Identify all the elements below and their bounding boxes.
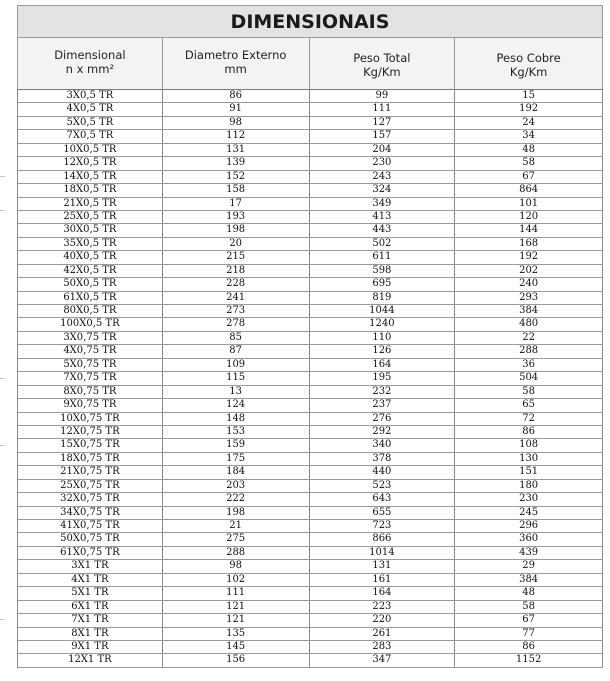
cell-peso-total: 157 (310, 130, 456, 142)
cell-diametro: 203 (163, 480, 310, 492)
table-row (18, 533, 603, 546)
cell-peso-total: 283 (310, 641, 456, 653)
cell-peso-cobre: 65 (455, 399, 603, 411)
table-row (18, 399, 603, 412)
cell-diametro: 222 (163, 493, 310, 505)
cell-dimensional: 14X0,5 TR (18, 171, 163, 183)
cell-peso-total: 378 (310, 453, 456, 465)
cell-peso-cobre: 15 (455, 90, 603, 102)
cell-diametro: 85 (163, 332, 310, 344)
cell-diametro: 20 (163, 238, 310, 250)
cell-peso-total: 347 (310, 654, 456, 666)
cell-peso-cobre: 58 (455, 601, 603, 613)
cell-diametro: 124 (163, 399, 310, 411)
cell-peso-cobre: 58 (455, 157, 603, 169)
table-row (18, 372, 603, 385)
cell-diametro: 121 (163, 614, 310, 626)
cell-diametro: 17 (163, 198, 310, 210)
cell-dimensional: 9X1 TR (18, 641, 163, 653)
cell-peso-total: 237 (310, 399, 456, 411)
table-row (18, 130, 603, 143)
edge-mark (0, 378, 5, 379)
cell-peso-total: 127 (310, 117, 456, 129)
table-row (18, 493, 603, 506)
cell-diametro: 198 (163, 224, 310, 236)
table-row (18, 305, 603, 318)
cell-diametro: 241 (163, 292, 310, 304)
cell-dimensional: 5X0,75 TR (18, 359, 163, 371)
cell-dimensional: 50X0,75 TR (18, 533, 163, 545)
cell-dimensional: 4X0,5 TR (18, 103, 163, 115)
cell-peso-total: 223 (310, 601, 456, 613)
cell-peso-cobre: 130 (455, 453, 603, 465)
cell-peso-total: 195 (310, 372, 456, 384)
cell-diametro: 131 (163, 144, 310, 156)
cell-peso-cobre: 29 (455, 560, 603, 572)
cell-dimensional: 7X0,5 TR (18, 130, 163, 142)
cell-diametro: 152 (163, 171, 310, 183)
table-row (18, 278, 603, 291)
cell-dimensional: 30X0,5 TR (18, 224, 163, 236)
cell-peso-cobre: 384 (455, 305, 603, 317)
cell-dimensional: 12X1 TR (18, 654, 163, 666)
header-diametro-externo: Diametro Externo mm (163, 38, 310, 89)
cell-diametro: 98 (163, 560, 310, 572)
cell-diametro: 218 (163, 265, 310, 277)
table-row (18, 211, 603, 224)
cell-peso-cobre: 1152 (455, 654, 603, 666)
cell-peso-total: 655 (310, 507, 456, 519)
cell-diametro: 153 (163, 426, 310, 438)
table-row (18, 198, 603, 211)
cell-peso-cobre: 77 (455, 628, 603, 640)
cell-peso-total: 1014 (310, 547, 456, 559)
cell-peso-total: 340 (310, 439, 456, 451)
cell-diametro: 87 (163, 345, 310, 357)
cell-dimensional: 3X0,75 TR (18, 332, 163, 344)
cell-dimensional: 100X0,5 TR (18, 318, 163, 330)
cell-diametro: 102 (163, 574, 310, 586)
cell-peso-cobre: 439 (455, 547, 603, 559)
table-row (18, 345, 603, 358)
cell-peso-total: 819 (310, 292, 456, 304)
edge-mark (0, 619, 5, 620)
cell-diametro: 275 (163, 533, 310, 545)
cell-peso-cobre: 296 (455, 520, 603, 532)
cell-peso-cobre: 168 (455, 238, 603, 250)
cell-peso-cobre: 504 (455, 372, 603, 384)
table-header-row (17, 38, 603, 90)
table-row (18, 574, 603, 587)
cell-peso-cobre: 202 (455, 265, 603, 277)
cell-dimensional: 61X0,5 TR (18, 292, 163, 304)
table-row (18, 628, 603, 641)
cell-diametro: 158 (163, 184, 310, 196)
table-row (18, 547, 603, 560)
cell-diametro: 112 (163, 130, 310, 142)
cell-peso-total: 523 (310, 480, 456, 492)
cell-diametro: 159 (163, 439, 310, 451)
cell-dimensional: 42X0,5 TR (18, 265, 163, 277)
cell-peso-cobre: 24 (455, 117, 603, 129)
cell-peso-cobre: 36 (455, 359, 603, 371)
table-body (17, 90, 603, 668)
cell-peso-cobre: 192 (455, 251, 603, 263)
cell-peso-total: 349 (310, 198, 456, 210)
table-row (18, 654, 603, 667)
table-row (18, 641, 603, 654)
cell-dimensional: 25X0,5 TR (18, 211, 163, 223)
cell-dimensional: 18X0,75 TR (18, 453, 163, 465)
cell-diametro: 193 (163, 211, 310, 223)
edge-mark (0, 210, 5, 211)
cell-peso-cobre: 480 (455, 318, 603, 330)
cell-diametro: 98 (163, 117, 310, 129)
cell-dimensional: 61X0,75 TR (18, 547, 163, 559)
table-row (18, 265, 603, 278)
cell-dimensional: 8X0,75 TR (18, 386, 163, 398)
cell-dimensional: 3X1 TR (18, 560, 163, 572)
cell-peso-cobre: 67 (455, 614, 603, 626)
edge-mark (0, 445, 5, 446)
cell-peso-total: 292 (310, 426, 456, 438)
table-row (18, 238, 603, 251)
cell-diametro: 175 (163, 453, 310, 465)
cell-dimensional: 7X0,75 TR (18, 372, 163, 384)
table-row (18, 560, 603, 573)
header-peso-cobre: Peso Cobre Kg/Km (455, 38, 603, 89)
cell-dimensional: 50X0,5 TR (18, 278, 163, 290)
cell-dimensional: 15X0,75 TR (18, 439, 163, 451)
cell-dimensional: 35X0,5 TR (18, 238, 163, 250)
table-row (18, 587, 603, 600)
cell-peso-total: 324 (310, 184, 456, 196)
cell-peso-cobre: 864 (455, 184, 603, 196)
cell-peso-total: 1044 (310, 305, 456, 317)
cell-peso-total: 230 (310, 157, 456, 169)
table-title: DIMENSIONAIS (17, 5, 603, 38)
cell-peso-total: 220 (310, 614, 456, 626)
cell-peso-cobre: 48 (455, 587, 603, 599)
cell-peso-total: 440 (310, 466, 456, 478)
table-row (18, 453, 603, 466)
cell-peso-cobre: 86 (455, 426, 603, 438)
cell-diametro: 139 (163, 157, 310, 169)
cell-peso-total: 164 (310, 587, 456, 599)
cell-peso-total: 598 (310, 265, 456, 277)
cell-diametro: 109 (163, 359, 310, 371)
cell-peso-cobre: 72 (455, 413, 603, 425)
cell-diametro: 228 (163, 278, 310, 290)
cell-peso-total: 866 (310, 533, 456, 545)
cell-peso-total: 99 (310, 90, 456, 102)
cell-dimensional: 5X0,5 TR (18, 117, 163, 129)
table-row (18, 480, 603, 493)
cell-peso-total: 502 (310, 238, 456, 250)
cell-peso-total: 413 (310, 211, 456, 223)
cell-peso-cobre: 120 (455, 211, 603, 223)
cell-diametro: 184 (163, 466, 310, 478)
cell-peso-total: 164 (310, 359, 456, 371)
cell-peso-total: 723 (310, 520, 456, 532)
cell-peso-cobre: 151 (455, 466, 603, 478)
cell-peso-cobre: 58 (455, 386, 603, 398)
cell-peso-cobre: 360 (455, 533, 603, 545)
table-row (18, 386, 603, 399)
cell-peso-total: 161 (310, 574, 456, 586)
cell-diametro: 21 (163, 520, 310, 532)
cell-diametro: 288 (163, 547, 310, 559)
cell-dimensional: 7X1 TR (18, 614, 163, 626)
cell-dimensional: 41X0,75 TR (18, 520, 163, 532)
cell-dimensional: 4X0,75 TR (18, 345, 163, 357)
header-dimensional: Dimensional n x mm² (18, 38, 163, 89)
cell-peso-total: 232 (310, 386, 456, 398)
cell-peso-cobre: 86 (455, 641, 603, 653)
cell-peso-total: 261 (310, 628, 456, 640)
cell-peso-total: 643 (310, 493, 456, 505)
cell-dimensional: 12X0,75 TR (18, 426, 163, 438)
cell-diametro: 121 (163, 601, 310, 613)
cell-peso-total: 110 (310, 332, 456, 344)
cell-peso-cobre: 192 (455, 103, 603, 115)
table-row (18, 157, 603, 170)
cell-diametro: 273 (163, 305, 310, 317)
cell-dimensional: 18X0,5 TR (18, 184, 163, 196)
table-row (18, 144, 603, 157)
cell-peso-cobre: 293 (455, 292, 603, 304)
cell-dimensional: 21X0,5 TR (18, 198, 163, 210)
cell-diametro: 13 (163, 386, 310, 398)
table-row (18, 601, 603, 614)
cell-diametro: 111 (163, 587, 310, 599)
cell-dimensional: 3X0,5 TR (18, 90, 163, 102)
table-row (18, 171, 603, 184)
cell-diametro: 148 (163, 413, 310, 425)
cell-peso-total: 111 (310, 103, 456, 115)
cell-dimensional: 5X1 TR (18, 587, 163, 599)
cell-peso-total: 1240 (310, 318, 456, 330)
table-row (18, 292, 603, 305)
cell-diametro: 278 (163, 318, 310, 330)
cell-dimensional: 25X0,75 TR (18, 480, 163, 492)
cell-dimensional: 4X1 TR (18, 574, 163, 586)
cell-dimensional: 80X0,5 TR (18, 305, 163, 317)
table-row (18, 439, 603, 452)
table-row (18, 184, 603, 197)
cell-diametro: 215 (163, 251, 310, 263)
cell-diametro: 156 (163, 654, 310, 666)
cell-peso-cobre: 230 (455, 493, 603, 505)
cell-diametro: 145 (163, 641, 310, 653)
cell-peso-cobre: 101 (455, 198, 603, 210)
cell-diametro: 198 (163, 507, 310, 519)
cell-peso-total: 204 (310, 144, 456, 156)
cell-peso-total: 131 (310, 560, 456, 572)
cell-peso-cobre: 108 (455, 439, 603, 451)
table-row (18, 332, 603, 345)
cell-dimensional: 9X0,75 TR (18, 399, 163, 411)
table-row (18, 103, 603, 116)
cell-diametro: 91 (163, 103, 310, 115)
table-row (18, 614, 603, 627)
cell-peso-cobre: 22 (455, 332, 603, 344)
cell-peso-cobre: 288 (455, 345, 603, 357)
table-row (18, 466, 603, 479)
cell-peso-cobre: 384 (455, 574, 603, 586)
table-row (18, 318, 603, 331)
cell-diametro: 135 (163, 628, 310, 640)
table-row (18, 224, 603, 237)
table-row (18, 359, 603, 372)
cell-peso-total: 276 (310, 413, 456, 425)
table-row (18, 117, 603, 130)
cell-dimensional: 10X0,75 TR (18, 413, 163, 425)
table-row (18, 426, 603, 439)
table-row (18, 413, 603, 426)
table-row (18, 90, 603, 103)
header-peso-total: Peso Total Kg/Km (310, 38, 456, 89)
cell-peso-cobre: 67 (455, 171, 603, 183)
cell-peso-total: 243 (310, 171, 456, 183)
cell-dimensional: 34X0,75 TR (18, 507, 163, 519)
cell-peso-cobre: 245 (455, 507, 603, 519)
cell-dimensional: 8X1 TR (18, 628, 163, 640)
cell-dimensional: 12X0,5 TR (18, 157, 163, 169)
cell-dimensional: 6X1 TR (18, 601, 163, 613)
table-row (18, 520, 603, 533)
cell-dimensional: 10X0,5 TR (18, 144, 163, 156)
cell-dimensional: 32X0,75 TR (18, 493, 163, 505)
cell-peso-total: 443 (310, 224, 456, 236)
table-row (18, 251, 603, 264)
cell-peso-cobre: 240 (455, 278, 603, 290)
cell-dimensional: 21X0,75 TR (18, 466, 163, 478)
cell-peso-total: 695 (310, 278, 456, 290)
cell-diametro: 115 (163, 372, 310, 384)
table-row (18, 507, 603, 520)
dimensions-table (17, 5, 603, 668)
edge-mark (0, 176, 5, 177)
cell-dimensional: 40X0,5 TR (18, 251, 163, 263)
cell-peso-cobre: 180 (455, 480, 603, 492)
cell-peso-total: 611 (310, 251, 456, 263)
cell-diametro: 86 (163, 90, 310, 102)
cell-peso-total: 126 (310, 345, 456, 357)
cell-peso-cobre: 48 (455, 144, 603, 156)
cell-peso-cobre: 144 (455, 224, 603, 236)
cell-peso-cobre: 34 (455, 130, 603, 142)
